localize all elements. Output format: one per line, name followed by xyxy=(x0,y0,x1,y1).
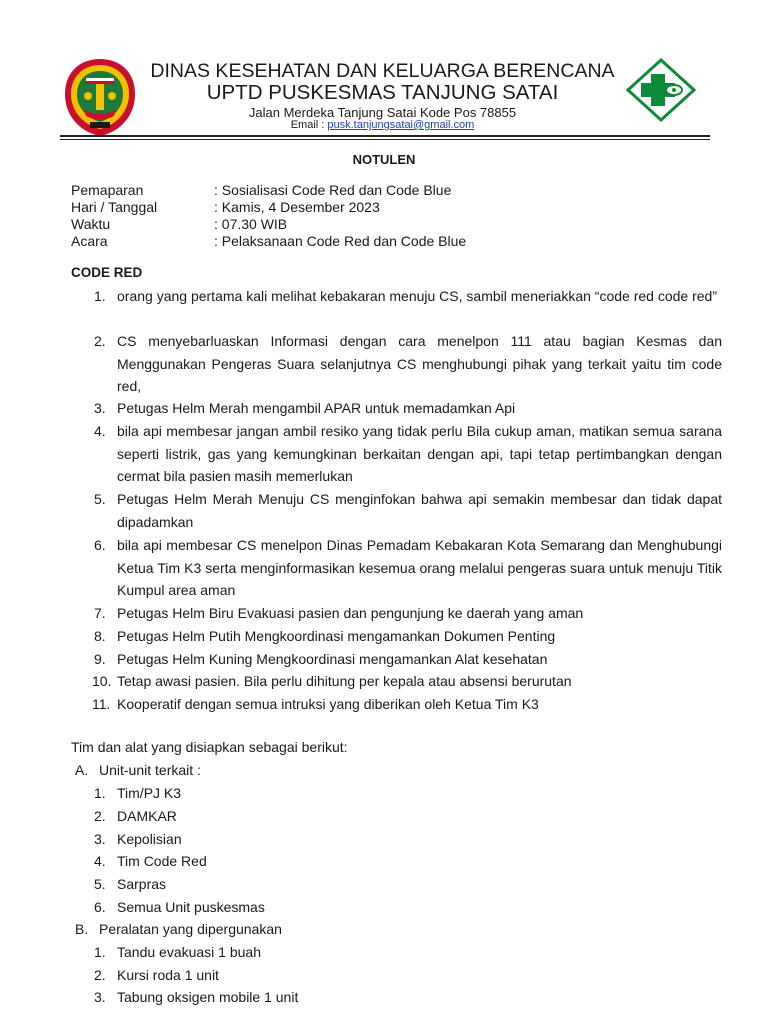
item-number: 10. xyxy=(92,673,112,689)
team-intro: Tim dan alat yang disiapkan sebagai berikut: xyxy=(71,739,348,755)
item-text: Tim Code Red xyxy=(117,853,207,869)
meta-key: Waktu xyxy=(71,216,111,232)
item-number: 5. xyxy=(94,876,106,892)
list-item xyxy=(71,488,722,533)
item-text: Sarpras xyxy=(117,876,167,892)
list-item xyxy=(71,625,722,648)
list-item xyxy=(71,670,722,693)
item-number: 7. xyxy=(94,605,106,621)
item-text: Tandu evakuasi 1 buah xyxy=(117,944,261,960)
item-text: bila api membesar CS menelpon Dinas Pemadam Kebakaran Kota Semarang dan Menghubungi Ketua Tim K3 serta menginformasikan kesemua orang melalui pengeras suara untuk menuju Titik Kumpul area aman xyxy=(117,537,722,599)
list-item xyxy=(71,285,722,308)
item-text: Kursi roda 1 unit xyxy=(117,967,219,983)
list-item xyxy=(71,693,722,716)
list-item xyxy=(71,420,722,488)
item-text: Petugas Helm Merah Menuju CS menginfokan bahwa api semakin membesar dan tidak dapat dipadamkan xyxy=(117,491,722,530)
document-title: NOTULEN xyxy=(352,152,416,167)
list-item xyxy=(71,534,722,602)
item-number: 6. xyxy=(94,537,106,553)
item-number: 3. xyxy=(94,831,106,847)
meta-key: Acara xyxy=(71,233,108,249)
header-institution: UPTD PUSKESMAS TANJUNG SATAI xyxy=(206,81,559,104)
section-b-title: Peralatan yang dipergunakan xyxy=(99,921,282,937)
item-text: Tetap awasi pasien. Bila perlu dihitung per kepala atau absensi berurutan xyxy=(117,673,572,689)
item-number: 1. xyxy=(94,785,106,801)
item-text: Petugas Helm Putih Mengkoordinasi mengamankan Dokumen Penting xyxy=(117,628,556,644)
section-a-heading xyxy=(75,762,201,778)
list-item xyxy=(71,330,722,398)
meta-key: Hari / Tanggal xyxy=(71,199,158,215)
item-text: Kooperatif dengan semua intruksi yang diberikan oleh Ketua Tim K3 xyxy=(117,696,539,712)
list-item xyxy=(71,397,722,420)
header-rule-thick xyxy=(60,135,710,137)
email-label: Email : xyxy=(290,119,328,131)
item-number: 1. xyxy=(94,944,106,960)
list-item xyxy=(71,648,722,671)
item-number: 11. xyxy=(92,696,111,712)
item-number: 2. xyxy=(94,967,106,983)
item-text: Kepolisian xyxy=(117,831,182,847)
meta-key: Pemaparan xyxy=(71,182,144,198)
meta-value: : Kamis, 4 Desember 2023 xyxy=(214,199,380,215)
meta-value: : Sosialisasi Code Red dan Code Blue xyxy=(214,182,452,198)
item-number: 2. xyxy=(94,333,106,349)
meta-value: : Pelaksanaan Code Red dan Code Blue xyxy=(214,233,467,249)
meta-value: : 07.30 WIB xyxy=(214,216,288,232)
item-number: 1. xyxy=(94,288,106,304)
section-heading-code-red: CODE RED xyxy=(71,265,143,280)
item-text: Petugas Helm Merah mengambil APAR untuk memadamkan Api xyxy=(117,400,516,416)
header-rule-thin xyxy=(60,139,710,140)
header-agency: DINAS KESEHATAN DAN KELUARGA BERENCANA xyxy=(150,60,615,82)
item-number: 4. xyxy=(94,423,106,439)
item-text: Tabung oksigen mobile 1 unit xyxy=(117,989,299,1005)
item-number: 3. xyxy=(94,400,106,416)
list-item xyxy=(71,602,722,625)
item-text: Petugas Helm Kuning Mengkoordinasi mengamankan Alat kesehatan xyxy=(117,651,548,667)
item-number: 5. xyxy=(94,491,106,507)
item-number: 6. xyxy=(94,899,106,915)
item-text: orang yang pertama kali melihat kebakaran menuju CS, sambil meneriakkan “code red code red” xyxy=(117,288,717,304)
item-text: CS menyebarluaskan Informasi dengan cara menelpon 111 atau bagian Kesmas dan Menggunakan Pengeras Suara selanjutnya CS menghubungi pihak yang terkait yaitu tim code red, xyxy=(117,333,722,395)
section-a-title: Unit-unit terkait : xyxy=(99,762,201,778)
item-number: 4. xyxy=(94,853,106,869)
header-address: Jalan Merdeka Tanjung Satai Kode Pos 78855 xyxy=(248,105,517,120)
item-text: bila api membesar jangan ambil resiko yang tidak perlu Bila cukup aman, matikan semua sarana seperti listrik, gas yang kemungkinan berkaitan dengan api, tapi tetap pertimbangkan dengan cermat bila pasien masih memerlukan xyxy=(117,423,722,485)
item-text: DAMKAR xyxy=(117,808,177,824)
item-number: 3. xyxy=(94,989,106,1005)
item-number: 9. xyxy=(94,651,106,667)
item-number: 8. xyxy=(94,628,106,644)
section-b-label: B. xyxy=(75,921,89,937)
item-text: Tim/PJ K3 xyxy=(117,785,182,801)
email-link[interactable]: pusk.tanjungsatai@gmail.com xyxy=(327,119,475,131)
item-number: 2. xyxy=(94,808,106,824)
item-text: Semua Unit puskesmas xyxy=(117,899,265,915)
section-a-label: A. xyxy=(75,762,89,778)
section-b-heading xyxy=(75,921,282,937)
header-email-line xyxy=(60,119,705,131)
item-text: Petugas Helm Biru Evakuasi pasien dan pengunjung ke daerah yang aman xyxy=(117,605,584,621)
